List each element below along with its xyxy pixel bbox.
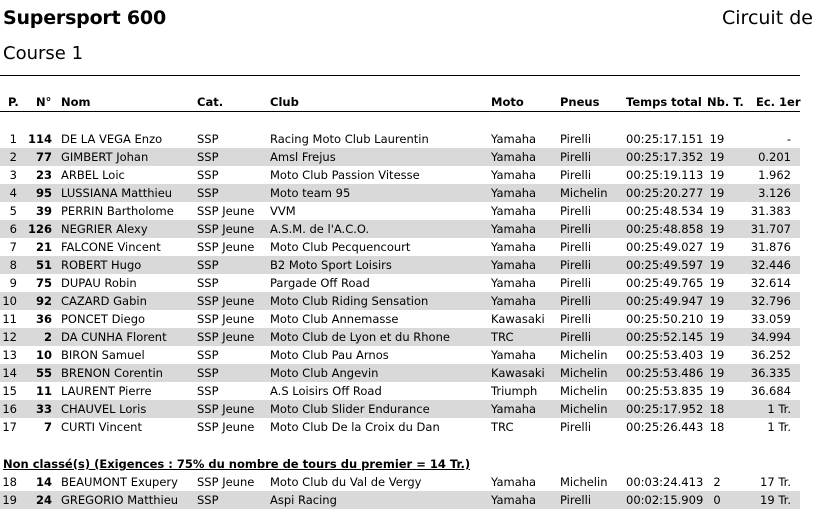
cell-name: CAZARD Gabin <box>61 294 147 308</box>
table-row <box>0 328 800 346</box>
cell-gap: 33.059 <box>750 312 791 326</box>
cell-moto: TRC <box>491 420 514 434</box>
cell-laps: 19 <box>709 312 725 326</box>
cell-time: 00:25:49.597 <box>626 258 704 272</box>
cell-laps: 18 <box>709 420 725 434</box>
cell-moto: Yamaha <box>491 240 537 254</box>
cell-gap: 32.614 <box>750 276 791 290</box>
cell-cat: SSP Jeune <box>197 402 255 416</box>
cell-pos: 3 <box>9 168 17 182</box>
cell-club: Racing Moto Club Laurentin <box>270 132 429 146</box>
cell-laps: 19 <box>709 222 725 236</box>
cell-gap: 0.201 <box>758 150 791 164</box>
cell-gap: 36.335 <box>750 366 791 380</box>
cell-club: Moto Club Pau Arnos <box>270 348 389 362</box>
table-row <box>0 274 800 292</box>
cell-tyre: Michelin <box>560 384 608 398</box>
cell-num: 92 <box>35 294 52 308</box>
cell-laps: 2 <box>713 475 721 489</box>
cell-num: 77 <box>35 150 52 164</box>
cell-tyre: Michelin <box>560 366 608 380</box>
cell-name: NEGRIER Alexy <box>61 222 148 236</box>
cell-name: BIRON Samuel <box>61 348 145 362</box>
cell-laps: 19 <box>709 330 725 344</box>
course-subtitle: Course 1 <box>3 43 84 64</box>
col-header-club: Club <box>270 95 299 109</box>
col-header-time: Temps total <box>626 95 702 109</box>
cell-num: 10 <box>35 348 52 362</box>
cell-tyre: Pirelli <box>560 276 592 290</box>
cell-gap: 1.962 <box>758 168 791 182</box>
cell-pos: 16 <box>2 402 17 416</box>
cell-pos: 5 <box>9 204 17 218</box>
table-row <box>0 292 800 310</box>
cell-name: CURTI Vincent <box>61 420 142 434</box>
cell-tyre: Michelin <box>560 186 608 200</box>
cell-club: Moto Club du Val de Vergy <box>270 475 422 489</box>
cell-laps: 19 <box>709 384 725 398</box>
cell-pos: 13 <box>2 348 17 362</box>
cell-num: 24 <box>35 493 52 507</box>
cell-gap: 31.876 <box>750 240 791 254</box>
cell-club: Moto Club Riding Sensation <box>270 294 429 308</box>
cell-moto: Yamaha <box>491 132 537 146</box>
table-row <box>0 148 800 166</box>
cell-tyre: Michelin <box>560 475 608 489</box>
cell-laps: 19 <box>709 168 725 182</box>
cell-club: Moto Club de Lyon et du Rhone <box>270 330 450 344</box>
cell-gap: 19 Tr. <box>760 493 791 507</box>
cell-time: 00:25:20.277 <box>626 186 704 200</box>
cell-tyre: Pirelli <box>560 204 592 218</box>
cell-name: PERRIN Bartholome <box>61 204 174 218</box>
cell-club: Pargade Off Road <box>270 276 370 290</box>
cell-name: GIMBERT Johan <box>61 150 149 164</box>
cell-time: 00:25:52.145 <box>626 330 704 344</box>
table-row <box>0 256 800 274</box>
cell-gap: 1 Tr. <box>767 420 791 434</box>
cell-name: GREGORIO Matthieu <box>61 493 179 507</box>
cell-tyre: Pirelli <box>560 294 592 308</box>
cell-cat: SSP <box>197 150 219 164</box>
cell-pos: 8 <box>9 258 17 272</box>
cell-club: A.S.M. de l'A.C.O. <box>270 222 370 236</box>
cell-tyre: Michelin <box>560 402 608 416</box>
table-row <box>0 400 800 418</box>
cell-name: LUSSIANA Matthieu <box>61 186 173 200</box>
table-row <box>0 202 800 220</box>
cell-num: 33 <box>35 402 52 416</box>
cell-tyre: Michelin <box>560 348 608 362</box>
cell-time: 00:25:49.947 <box>626 294 704 308</box>
cell-num: 55 <box>35 366 52 380</box>
cell-club: Aspi Racing <box>270 493 337 507</box>
cell-gap: 17 Tr. <box>760 475 791 489</box>
cell-moto: Yamaha <box>491 204 537 218</box>
cell-num: 7 <box>43 420 52 434</box>
cell-laps: 19 <box>709 276 725 290</box>
cell-num: 21 <box>35 240 52 254</box>
cell-moto: Yamaha <box>491 258 537 272</box>
cell-cat: SSP <box>197 132 219 146</box>
cell-num: 39 <box>35 204 52 218</box>
cell-club: VVM <box>270 204 296 218</box>
cell-moto: Yamaha <box>491 186 537 200</box>
cell-laps: 19 <box>709 348 725 362</box>
cell-time: 00:25:53.403 <box>626 348 704 362</box>
table-row <box>0 491 800 509</box>
col-header-cat: Cat. <box>197 95 224 109</box>
cell-moto: Yamaha <box>491 348 537 362</box>
cell-cat: SSP <box>197 384 219 398</box>
cell-num: 126 <box>27 222 52 236</box>
cell-gap: 32.796 <box>750 294 791 308</box>
cell-name: ROBERT Hugo <box>61 258 142 272</box>
cell-time: 00:25:48.858 <box>626 222 704 236</box>
cell-tyre: Pirelli <box>560 312 592 326</box>
cell-club: Moto Club Annemasse <box>270 312 399 326</box>
col-header-num: N° <box>36 95 52 109</box>
cell-moto: Yamaha <box>491 276 537 290</box>
cell-laps: 19 <box>709 240 725 254</box>
cell-name: LAURENT Pierre <box>61 384 152 398</box>
cell-moto: Yamaha <box>491 402 537 416</box>
race-title: Supersport 600 <box>3 7 166 29</box>
cell-laps: 19 <box>709 366 725 380</box>
cell-time: 00:25:49.027 <box>626 240 704 254</box>
cell-pos: 1 <box>9 132 17 146</box>
cell-pos: 9 <box>9 276 17 290</box>
cell-tyre: Pirelli <box>560 330 592 344</box>
cell-time: 00:25:50.210 <box>626 312 704 326</box>
cell-name: PONCET Diego <box>61 312 146 326</box>
cell-laps: 0 <box>713 493 721 507</box>
cell-cat: SSP Jeune <box>197 330 255 344</box>
cell-cat: SSP <box>197 493 219 507</box>
cell-moto: Yamaha <box>491 168 537 182</box>
cell-gap: 3.126 <box>758 186 791 200</box>
cell-pos: 12 <box>2 330 17 344</box>
cell-time: 00:25:17.952 <box>626 402 704 416</box>
cell-num: 95 <box>35 186 52 200</box>
cell-time: 00:25:19.113 <box>626 168 704 182</box>
cell-num: 11 <box>35 384 52 398</box>
cell-time: 00:25:26.443 <box>626 420 704 434</box>
circuit-name: Circuit de <box>722 7 813 29</box>
cell-num: 75 <box>35 276 52 290</box>
cell-cat: SSP Jeune <box>197 420 255 434</box>
cell-num: 2 <box>43 330 52 344</box>
table-row <box>0 346 800 364</box>
cell-moto: Yamaha <box>491 294 537 308</box>
cell-pos: 17 <box>2 420 17 434</box>
cell-laps: 19 <box>709 150 725 164</box>
cell-laps: 19 <box>709 294 725 308</box>
cell-club: B2 Moto Sport Loisirs <box>270 258 392 272</box>
cell-cat: SSP Jeune <box>197 240 255 254</box>
cell-time: 00:25:48.534 <box>626 204 704 218</box>
cell-num: 36 <box>35 312 52 326</box>
table-row <box>0 238 800 256</box>
cell-name: CHAUVEL Loris <box>61 402 147 416</box>
table-row <box>0 418 800 436</box>
cell-laps: 19 <box>709 132 725 146</box>
col-header-name: Nom <box>61 95 91 109</box>
cell-time: 00:25:17.352 <box>626 150 704 164</box>
cell-cat: SSP <box>197 276 219 290</box>
header-divider <box>0 75 800 76</box>
cell-name: DE LA VEGA Enzo <box>61 132 163 146</box>
cell-club: Moto Club Angevin <box>270 366 379 380</box>
cell-laps: 19 <box>709 186 725 200</box>
cell-tyre: Pirelli <box>560 132 592 146</box>
cell-club: Moto Club De la Croix du Dan <box>270 420 440 434</box>
cell-club: Moto Club Pecquencourt <box>270 240 411 254</box>
cell-gap: 1 Tr. <box>767 402 791 416</box>
col-header-laps: Nb. T. <box>707 95 744 109</box>
cell-tyre: Pirelli <box>560 150 592 164</box>
cell-laps: 19 <box>709 258 725 272</box>
cell-gap: - <box>786 132 791 146</box>
cell-cat: SSP Jeune <box>197 312 255 326</box>
cell-pos: 19 <box>2 493 17 507</box>
cell-tyre: Pirelli <box>560 258 592 272</box>
table-row <box>0 220 800 238</box>
cell-gap: 31.383 <box>750 204 791 218</box>
non-classified-title: Non classé(s) (Exigences : 75% du nombre de tours du premier = 14 Tr.) <box>3 457 471 471</box>
col-header-pos: P. <box>8 95 19 109</box>
table-row <box>0 130 800 148</box>
cell-moto: Yamaha <box>491 222 537 236</box>
cell-cat: SSP Jeune <box>197 294 255 308</box>
cell-gap: 32.446 <box>750 258 791 272</box>
cell-name: DA CUNHA Florent <box>61 330 167 344</box>
cell-name: BRENON Corentin <box>61 366 163 380</box>
cell-cat: SSP <box>197 186 219 200</box>
cell-cat: SSP <box>197 348 219 362</box>
cell-moto: Triumph <box>491 384 538 398</box>
cell-cat: SSP Jeune <box>197 475 255 489</box>
cell-time: 00:02:15.909 <box>626 493 704 507</box>
cell-tyre: Pirelli <box>560 168 592 182</box>
cell-moto: Kawasaki <box>491 312 545 326</box>
cell-cat: SSP Jeune <box>197 222 255 236</box>
cell-club: Moto Club Passion Vitesse <box>270 168 420 182</box>
cell-time: 00:03:24.413 <box>626 475 704 489</box>
cell-pos: 2 <box>9 150 17 164</box>
cell-moto: Kawasaki <box>491 366 545 380</box>
cell-num: 23 <box>35 168 52 182</box>
table-row <box>0 310 800 328</box>
cell-pos: 4 <box>9 186 17 200</box>
cell-num: 51 <box>35 258 52 272</box>
col-header-tyre: Pneus <box>560 95 600 109</box>
table-row <box>0 364 800 382</box>
cell-gap: 36.252 <box>750 348 791 362</box>
col-header-moto: Moto <box>491 95 524 109</box>
cell-pos: 14 <box>2 366 17 380</box>
cell-time: 00:25:53.835 <box>626 384 704 398</box>
cell-cat: SSP <box>197 258 219 272</box>
cell-name: ARBEL Loic <box>61 168 125 182</box>
table-row <box>0 473 800 491</box>
cell-num: 14 <box>35 475 52 489</box>
cell-tyre: Pirelli <box>560 420 592 434</box>
cell-club: Moto Club Slider Endurance <box>270 402 430 416</box>
cell-laps: 19 <box>709 204 725 218</box>
col-header-gap: Ec. 1er <box>756 95 801 109</box>
cell-moto: Yamaha <box>491 475 537 489</box>
table-header-divider <box>0 111 800 112</box>
table-row <box>0 184 800 202</box>
table-row <box>0 382 800 400</box>
table-row <box>0 166 800 184</box>
cell-tyre: Pirelli <box>560 240 592 254</box>
cell-pos: 18 <box>2 475 17 489</box>
cell-moto: Yamaha <box>491 493 537 507</box>
cell-tyre: Pirelli <box>560 493 592 507</box>
cell-pos: 7 <box>9 240 17 254</box>
cell-name: BEAUMONT Exupery <box>61 475 178 489</box>
cell-time: 00:25:53.486 <box>626 366 704 380</box>
cell-moto: Yamaha <box>491 150 537 164</box>
table-header <box>0 93 800 111</box>
cell-cat: SSP Jeune <box>197 204 255 218</box>
cell-laps: 18 <box>709 402 725 416</box>
cell-name: DUPAU Robin <box>61 276 137 290</box>
cell-time: 00:25:17.151 <box>626 132 704 146</box>
cell-tyre: Pirelli <box>560 222 592 236</box>
cell-club: Moto team 95 <box>270 186 351 200</box>
cell-pos: 6 <box>9 222 17 236</box>
cell-num: 114 <box>27 132 52 146</box>
cell-pos: 10 <box>2 294 17 308</box>
cell-gap: 34.994 <box>750 330 791 344</box>
cell-time: 00:25:49.765 <box>626 276 704 290</box>
cell-gap: 31.707 <box>750 222 791 236</box>
cell-pos: 11 <box>2 312 17 326</box>
cell-name: FALCONE Vincent <box>61 240 161 254</box>
cell-gap: 36.684 <box>750 384 791 398</box>
cell-cat: SSP <box>197 168 219 182</box>
cell-club: A.S Loisirs Off Road <box>270 384 382 398</box>
cell-moto: TRC <box>491 330 514 344</box>
cell-pos: 15 <box>2 384 17 398</box>
cell-club: Amsl Frejus <box>270 150 336 164</box>
cell-cat: SSP <box>197 366 219 380</box>
